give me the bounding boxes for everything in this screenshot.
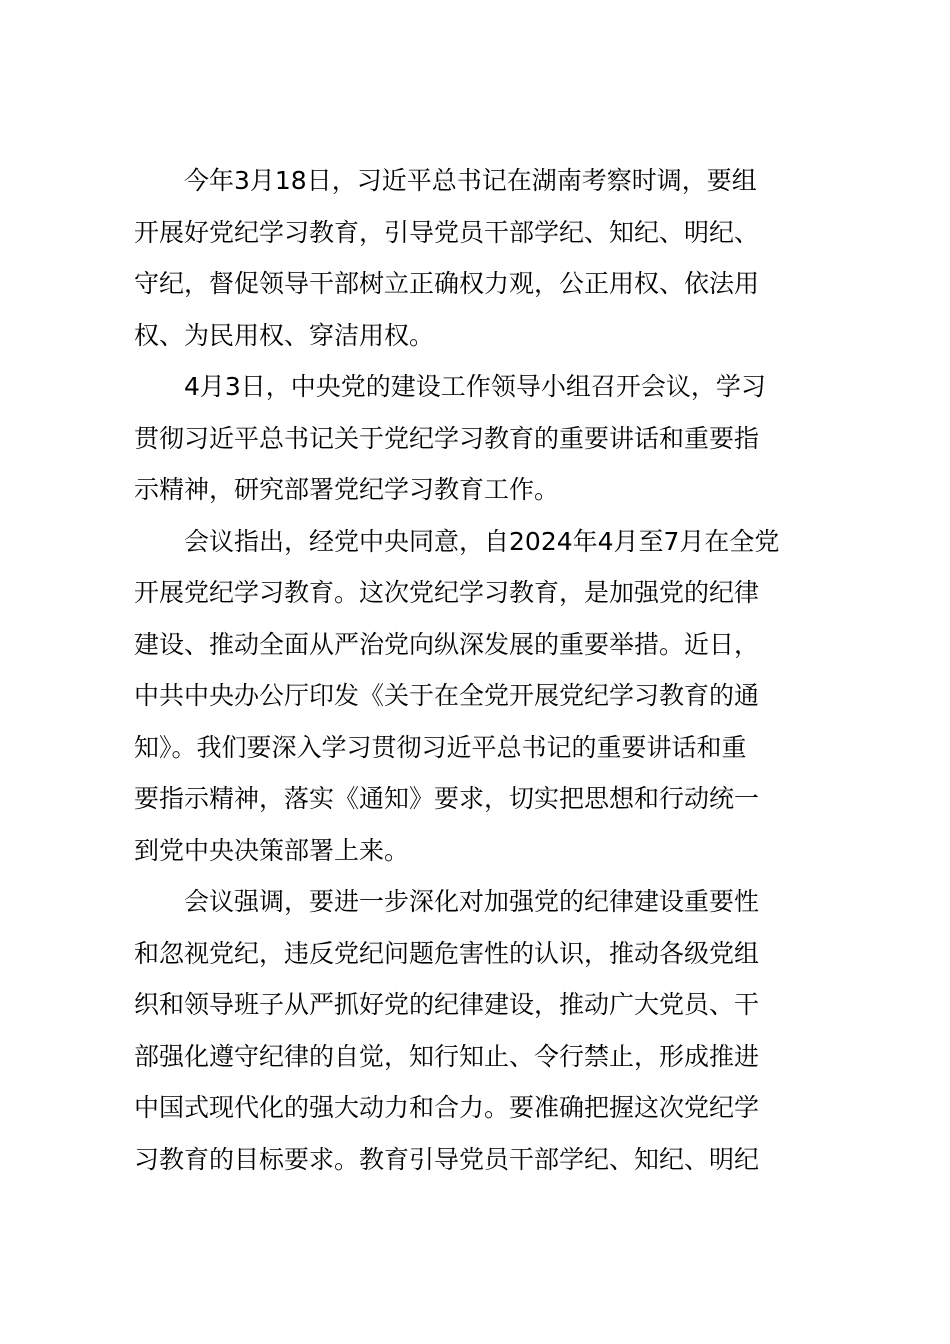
paragraph-1-line-1: 今年3月18日，习近平总书记在湖南考察时调，要组 [184, 166, 757, 195]
paragraph-1-line-3: 守纪，督促领导干部树立正确权力观，公正用权、依法用 [134, 269, 760, 298]
paragraph-3-line-1: 会议指出，经党中央同意，自2024年4月至7月在全党 [184, 526, 780, 556]
paragraph-2-line-3: 示精神，研究部署党纪学习教育工作。 [134, 475, 560, 504]
paragraph-4-line-4: 部强化遵守纪律的自觉，知行知止、令行禁止，形成推进 [134, 1041, 760, 1071]
paragraph-3-line-6: 要指示精神，落实《通知》要求，切实把思想和行动统一 [134, 784, 760, 813]
paragraph-4-line-6: 习教育的目标要求。教育引导党员干部学纪、知纪、明纪 [134, 1144, 760, 1174]
paragraph-3-line-5: 知》。我们要深入学习贯彻习近平总书记的重要讲话和重 [134, 732, 747, 762]
paragraph-4-line-2: 和忽视党纪，违反党纪问题危害性的认识，推动各级党组 [134, 938, 760, 968]
paragraph-4-line-1: 会议强调，要进一步深化对加强党的纪律建设重要性 [184, 887, 760, 916]
paragraph-3-line-3: 建设、推动全面从严治党向纵深发展的重要举措。近日， [134, 629, 760, 659]
paragraph-2-line-2: 贯彻习近平总书记关于党纪学习教育的重要讲话和重要指 [134, 423, 760, 453]
paragraph-4-line-3: 织和领导班子从严抓好党的纪律建设，推动广大党员、干 [134, 990, 760, 1019]
paragraph-4-line-5: 中国式现代化的强大动力和合力。要准确把握这次党纪学 [134, 1093, 760, 1122]
document-body [134, 155, 834, 1185]
paragraph-3-line-7: 到党中央决策部署上来。 [134, 835, 410, 865]
paragraph-2-line-1: 4月3日，中央党的建设工作领导小组召开会议，学习 [184, 372, 766, 401]
paragraph-3-line-4: 中共中央办公厅印发《关于在全党开展党纪学习教育的通 [134, 681, 760, 710]
paragraph-1-line-4: 权、为民用权、穿洁用权。 [134, 320, 435, 350]
paragraph-3-line-2: 开展党纪学习教育。这次党纪学习教育，是加强党的纪律 [134, 578, 760, 607]
paragraph-1-line-2: 开展好党纪学习教育，引导党员干部学纪、知纪、明纪、 [134, 217, 760, 247]
